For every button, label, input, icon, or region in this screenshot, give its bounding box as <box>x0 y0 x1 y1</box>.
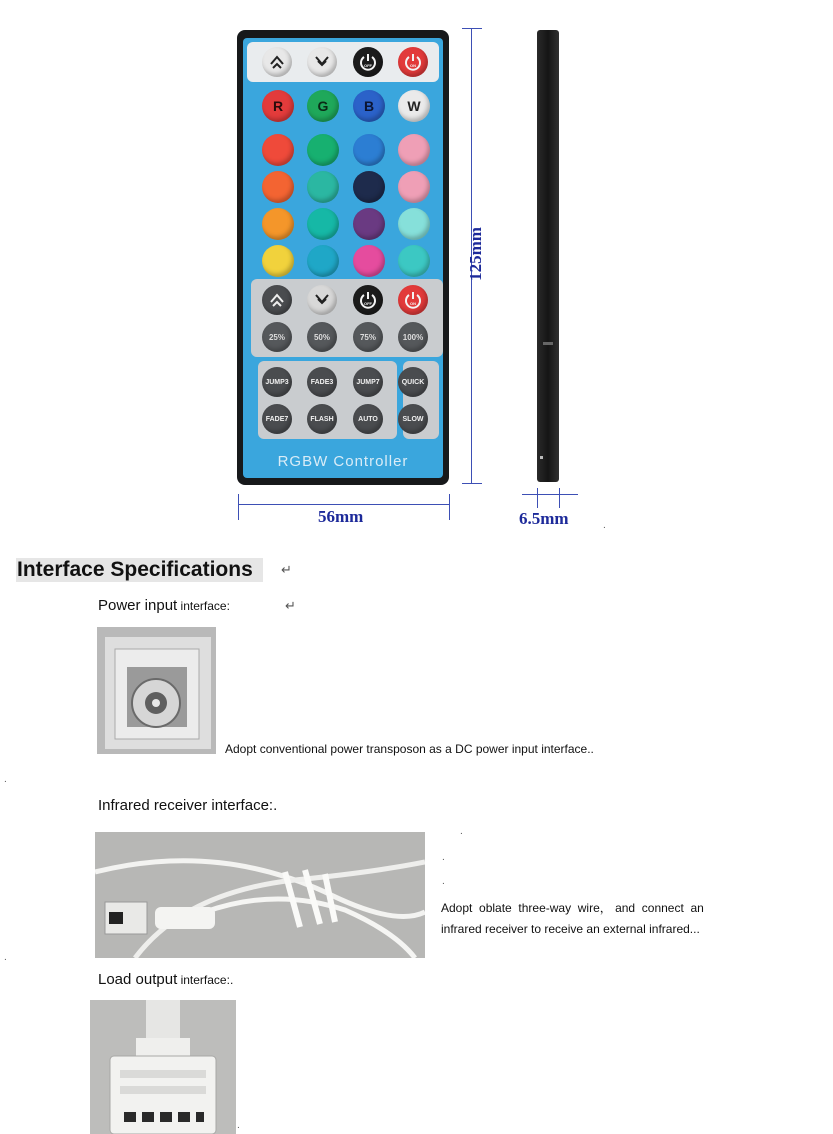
percent-button-label: 50% <box>313 332 330 342</box>
color-button[interactable] <box>307 171 339 203</box>
power-text: ON <box>410 63 416 68</box>
paragraph-mark: . <box>460 826 463 837</box>
paragraph-mark: . <box>603 520 606 531</box>
color-button[interactable] <box>262 208 294 240</box>
power-off-icon <box>358 52 378 72</box>
remote-side-photo <box>537 30 559 482</box>
channel-w-button[interactable] <box>398 90 430 122</box>
mode-button-fade3-label: FADE3 <box>310 378 334 386</box>
power-label-main: Power input <box>98 597 178 614</box>
power-jack-illustration <box>97 627 216 754</box>
percent-button[interactable] <box>398 322 428 352</box>
brightness-down-icon <box>313 53 331 71</box>
paragraph-mark: . <box>237 1120 240 1131</box>
white-down-button[interactable] <box>307 285 337 315</box>
infrared-label: Infrared receiver interface:. <box>98 797 278 814</box>
infrared-cable-illustration <box>95 832 425 958</box>
percent-button[interactable] <box>353 322 383 352</box>
mode-button-fade3[interactable] <box>307 367 337 397</box>
white-off-icon <box>358 290 378 310</box>
white-on-button[interactable] <box>398 285 428 315</box>
side-marking <box>543 342 553 345</box>
power-text: ON <box>410 301 416 306</box>
speed-button-slow-label: SLOW <box>402 415 424 423</box>
thickness-dim-line <box>522 494 578 495</box>
load-connector-illustration <box>90 1000 236 1134</box>
color-button[interactable] <box>262 245 294 277</box>
paragraph-mark: . <box>4 952 7 963</box>
power-on-icon <box>403 52 423 72</box>
remote-brand-label: RGBW Controller <box>277 453 409 470</box>
white-up-icon <box>268 291 286 309</box>
section-title-text: Interface Specifications <box>17 558 253 581</box>
mode-button-auto[interactable] <box>353 404 383 434</box>
color-button[interactable] <box>307 245 339 277</box>
mode-button-fade7[interactable] <box>262 404 292 434</box>
speed-button-quick[interactable] <box>398 367 428 397</box>
white-down-icon <box>313 291 331 309</box>
color-button[interactable] <box>307 134 339 166</box>
mode-button-jump3[interactable] <box>262 367 292 397</box>
width-dim-tick-left <box>238 494 239 520</box>
power-on-button[interactable] <box>398 47 428 77</box>
brightness-up-button[interactable] <box>262 47 292 77</box>
side-dot <box>540 456 543 459</box>
color-button[interactable] <box>398 134 430 166</box>
width-dim-label: 56mm <box>318 507 364 526</box>
width-dim-tick-right <box>449 494 450 520</box>
infrared-description-line-1: Adopt oblate three-way wire， and connect an <box>441 901 704 915</box>
power-label-suffix: interface: <box>177 599 230 613</box>
mode-button-fade7-label: FADE7 <box>265 415 289 423</box>
channel-r-button-label: R <box>272 98 284 114</box>
color-button[interactable] <box>398 171 430 203</box>
height-dim-tick-bottom <box>462 483 482 484</box>
infrared-description-line-2: infrared receiver to receive an external infrared... <box>441 922 700 936</box>
white-up-button[interactable] <box>262 285 292 315</box>
color-button[interactable] <box>262 171 294 203</box>
section-title <box>16 558 263 582</box>
power-off-button[interactable] <box>353 47 383 77</box>
thickness-dim-label: 6.5mm <box>519 509 569 528</box>
mode-button-jump7[interactable] <box>353 367 383 397</box>
color-button[interactable] <box>353 171 385 203</box>
percent-button[interactable] <box>307 322 337 352</box>
infrared-cable-photo <box>95 832 425 958</box>
percent-button-label: 75% <box>359 332 376 342</box>
speed-button-slow[interactable] <box>398 404 428 434</box>
color-button[interactable] <box>398 208 430 240</box>
percent-button-label: 25% <box>268 332 285 342</box>
power-label <box>98 597 230 614</box>
width-dim-line <box>238 504 450 505</box>
mode-button-flash-label: FLASH <box>310 415 334 423</box>
channel-g-button[interactable] <box>307 90 339 122</box>
section-return-mark: ↵ <box>281 562 292 577</box>
channel-r-button[interactable] <box>262 90 294 122</box>
height-dim-tick-top <box>462 28 482 29</box>
thickness-dim-tick-right <box>559 488 560 508</box>
channel-w-button-label: W <box>407 98 421 114</box>
percent-button[interactable] <box>262 322 292 352</box>
power-description: Adopt conventional power transposon as a DC power input interface.. <box>225 742 594 756</box>
thickness-dim-tick-left <box>537 488 538 508</box>
remote-front-photo <box>237 30 449 485</box>
height-dim-label: 125mm <box>466 227 485 281</box>
color-button[interactable] <box>262 134 294 166</box>
brightness-up-icon <box>268 53 286 71</box>
remote-face <box>243 38 443 478</box>
mode-button-auto-label: AUTO <box>358 415 378 423</box>
mode-button-jump7-label: JUMP7 <box>356 378 380 386</box>
paragraph-mark: . <box>442 852 445 863</box>
white-off-button[interactable] <box>353 285 383 315</box>
channel-g-button-label: G <box>317 98 329 114</box>
power-return-mark: ↵ <box>285 598 296 613</box>
mode-button-jump3-label: JUMP3 <box>265 378 289 386</box>
color-button[interactable] <box>353 245 385 277</box>
paragraph-mark: . <box>4 774 7 785</box>
brightness-down-button[interactable] <box>307 47 337 77</box>
load-label-main: Load output <box>98 971 178 988</box>
color-button[interactable] <box>398 245 430 277</box>
speed-button-quick-label: QUICK <box>401 378 425 386</box>
color-button[interactable] <box>353 134 385 166</box>
paragraph-mark: . <box>442 876 445 887</box>
mode-button-flash[interactable] <box>307 404 337 434</box>
load-label <box>98 971 233 988</box>
load-connector-photo <box>90 1000 236 1134</box>
load-label-suffix: interface:. <box>177 973 234 987</box>
power-jack-photo <box>97 627 216 754</box>
channel-b-button-label: B <box>363 98 375 114</box>
channel-b-button[interactable] <box>353 90 385 122</box>
white-on-icon <box>403 290 423 310</box>
power-text: OFF <box>364 301 372 306</box>
color-button[interactable] <box>307 208 339 240</box>
percent-button-label: 100% <box>402 332 424 342</box>
power-text: OFF <box>364 63 372 68</box>
color-button[interactable] <box>353 208 385 240</box>
